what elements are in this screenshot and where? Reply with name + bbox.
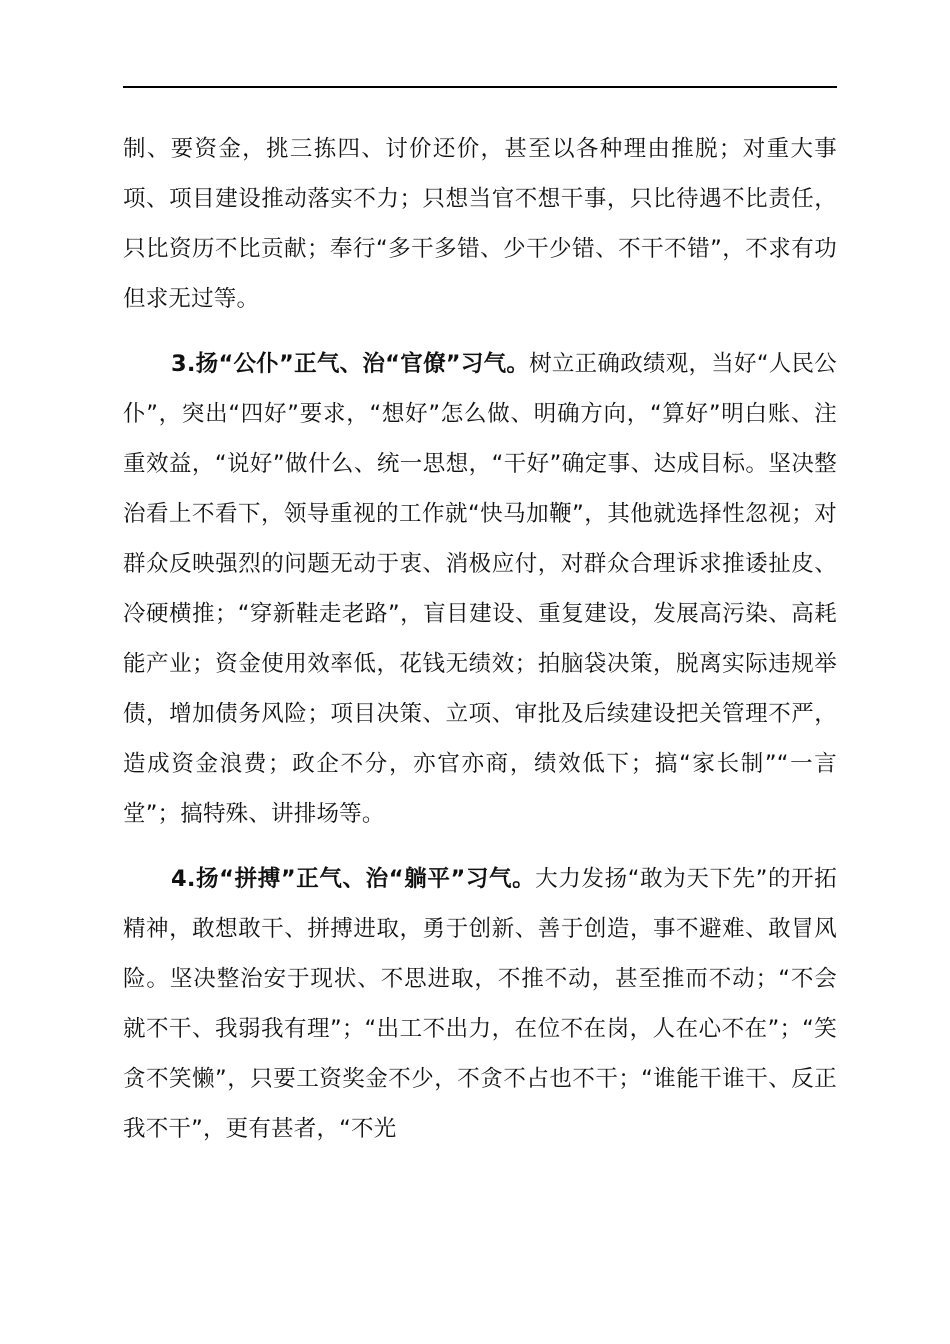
paragraph-3 [123, 339, 837, 839]
paragraph-4 [123, 854, 837, 1154]
body-text [123, 124, 837, 1154]
paragraph-continuation [123, 124, 837, 324]
paragraph-heading: 4.扬“拼搏”正气、治“躺平”习气。 [171, 866, 536, 892]
paragraph-text: 大力发扬“敢为天下先”的开拓精神，敢想敢干、拼搏进取，勇于创新、善于创造，事不避难、敢冒风险。坚决整治安于现状、不思进取，不推不动，甚至推而不动；“不会就不干、我弱我有理”；“出工不出力，在位不在岗，人在心不在”；“笑贪不笑懒”，只要工资奖金不少，不贪不占也不干；“谁能干谁干、反正我不干”，更有甚者，“不光 [123, 866, 837, 1142]
paragraph-text: 树立正确政绩观，当好“人民公仆”，突出“四好”要求，“想好”怎么做、明确方向，“算好”明白账、注重效益，“说好”做什么、统一思想，“干好”确定事、达成目标。坚决整治看上不看下，领导重视的工作就“快马加鞭”，其他就选择性忽视；对群众反映强烈的问题无动于衷、消极应付，对群众合理诉求推诿扯皮、冷硬横推；“穿新鞋走老路”，盲目建设、重复建设，发展高污染、高耗能产业；资金使用效率低，花钱无绩效；拍脑袋决策，脱离实际违规举债，增加债务风险；项目决策、立项、审批及后续建设把关管理不严，造成资金浪费；政企不分，亦官亦商，绩效低下；搞“家长制”“一言堂”；搞特殊、讲排场等。 [123, 351, 837, 827]
paragraph-text: 制、要资金，挑三拣四、讨价还价，甚至以各种理由推脱；对重大事项、项目建设推动落实不力；只想当官不想干事，只比待遇不比责任，只比资历不比贡献；奉行“多干多错、少干少错、不干不错”，不求有功但求无过等。 [123, 136, 837, 312]
header-rule [123, 86, 837, 88]
paragraph-heading: 3.扬“公仆”正气、治“官僚”习气。 [171, 351, 530, 377]
